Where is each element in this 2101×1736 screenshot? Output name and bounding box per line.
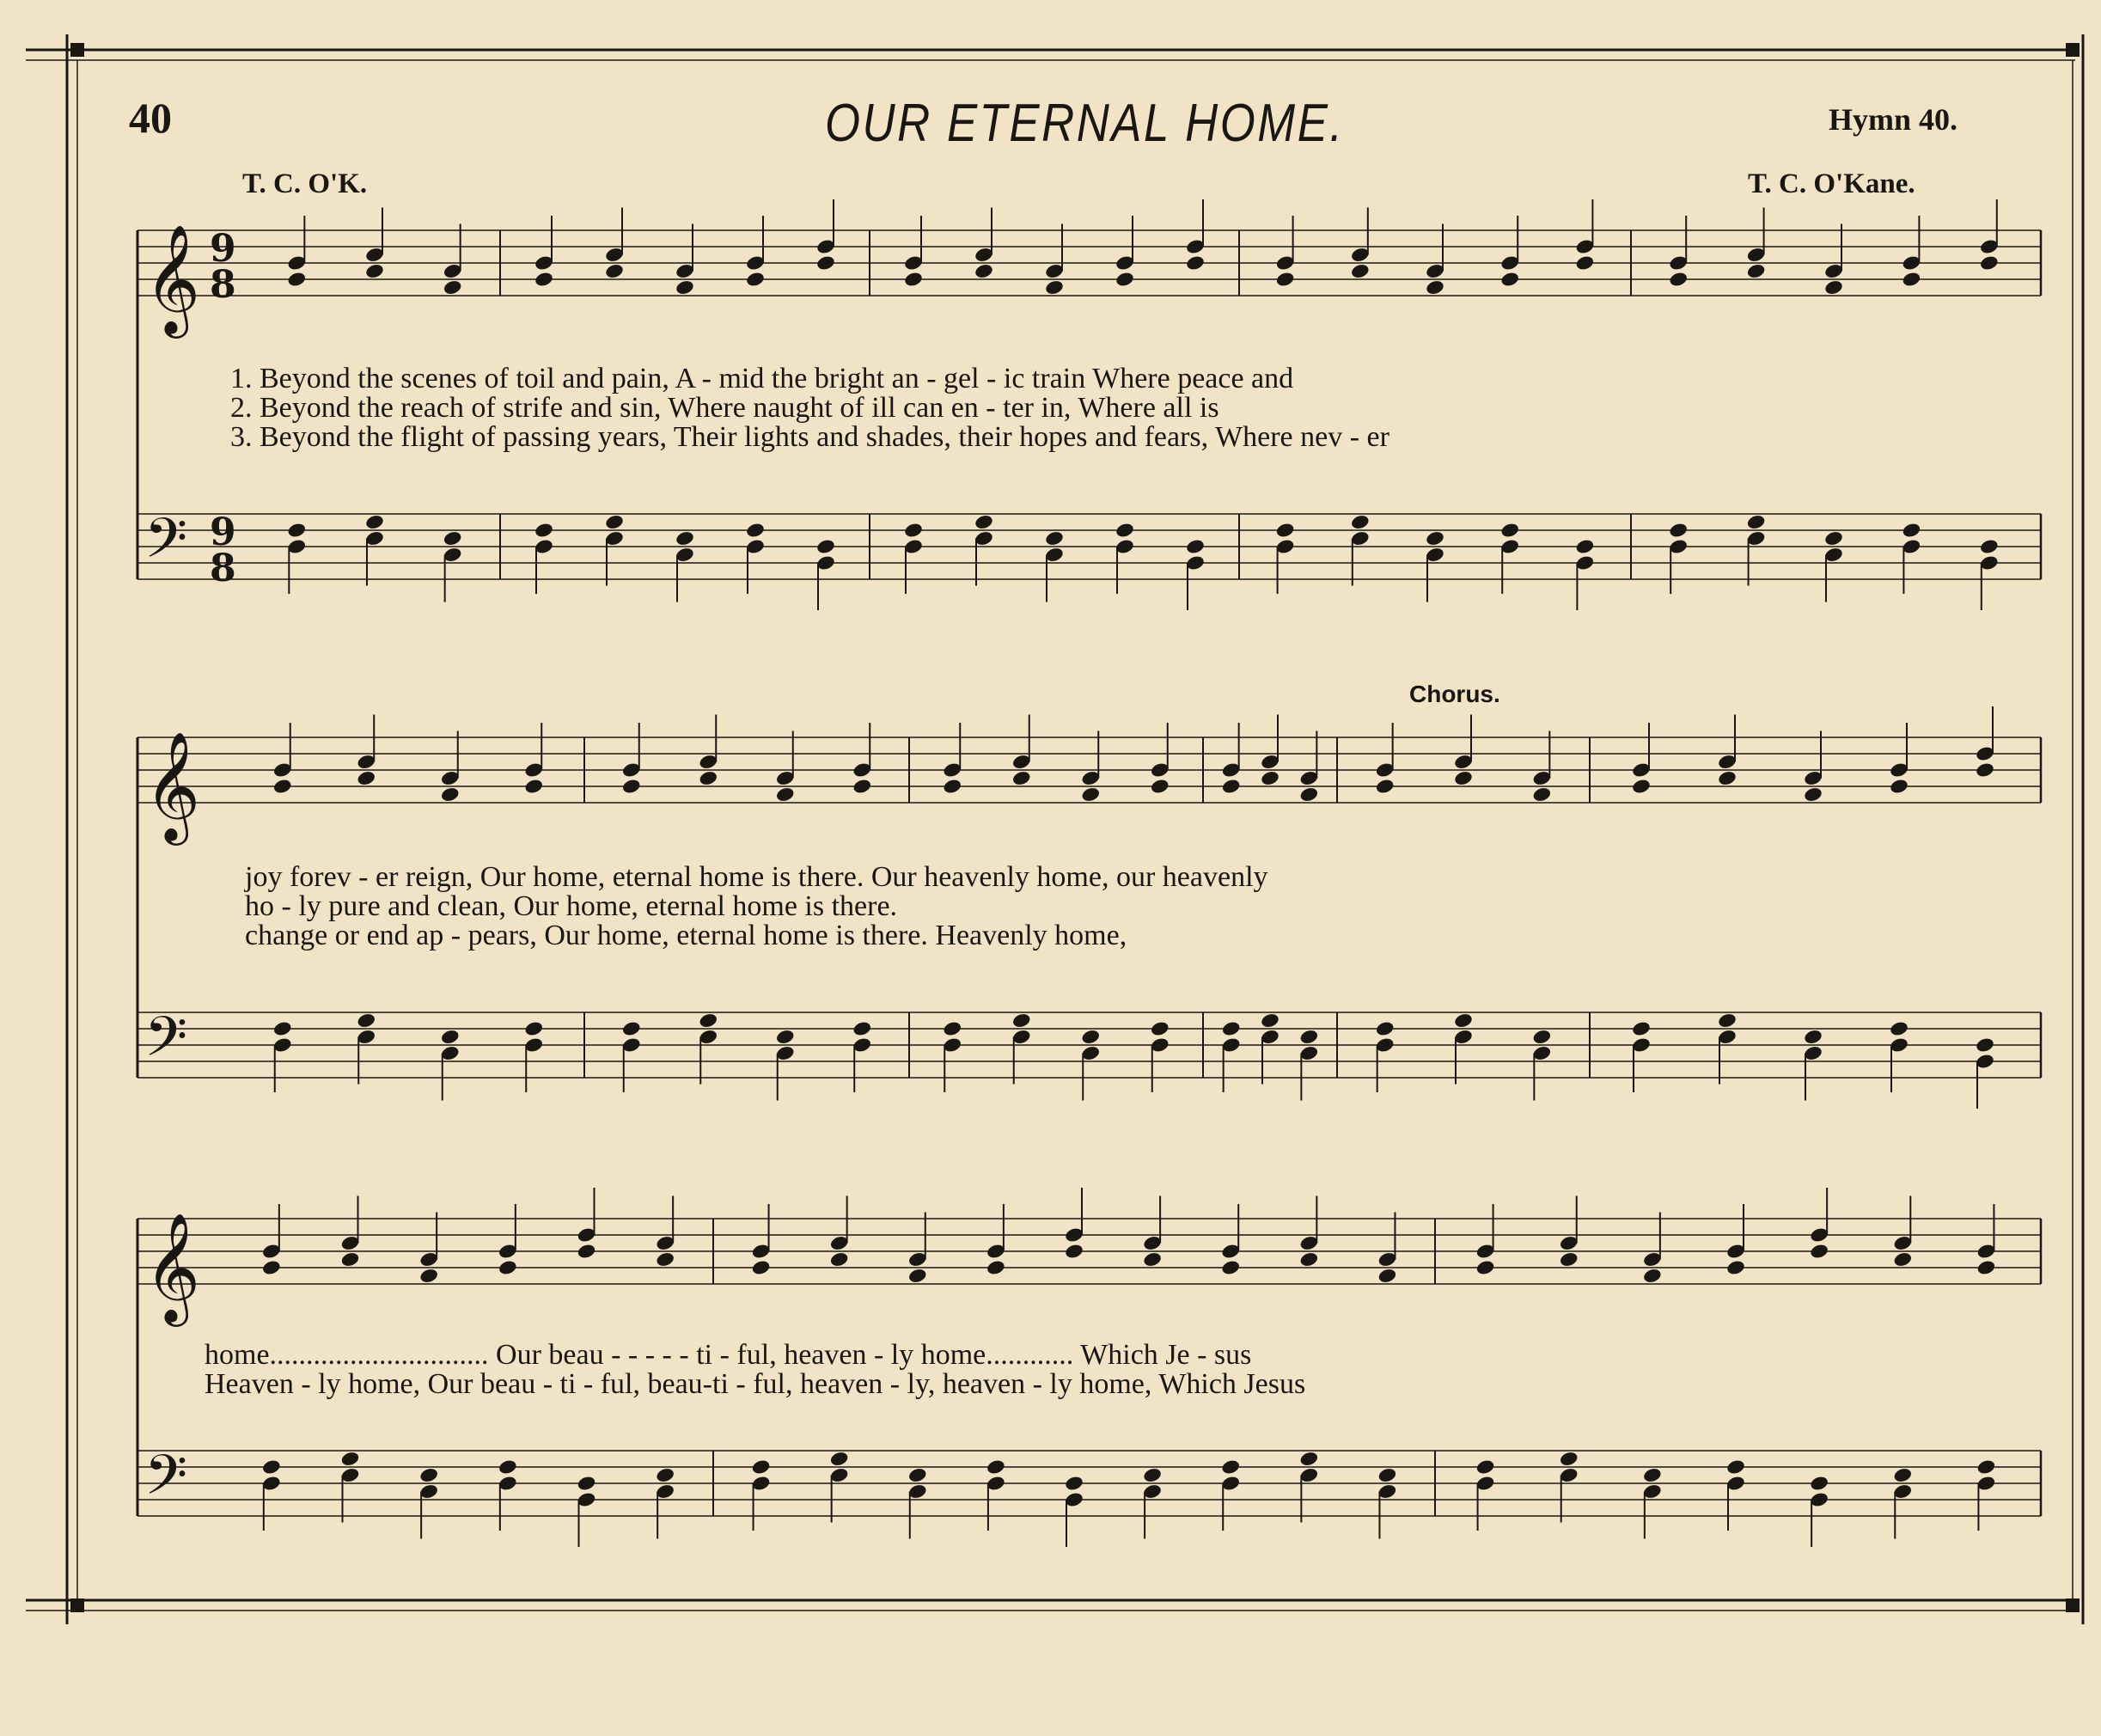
note-head xyxy=(1823,530,1844,547)
note-head xyxy=(675,279,695,296)
note-head xyxy=(1185,254,1206,272)
note-head xyxy=(1902,522,1922,539)
note-head xyxy=(829,1451,850,1468)
time-signature-bottom: 8 xyxy=(210,263,236,307)
note-head xyxy=(1221,1020,1242,1037)
hymn-title: OUR ETERNAL HOME. xyxy=(825,94,1345,153)
note-head xyxy=(1575,254,1596,272)
note-head xyxy=(829,1251,850,1268)
note-head xyxy=(1803,1029,1823,1046)
lyric-line-verse1-b: joy forev - er reign, Our home, eternal home is there. Our heavenly home, our heavenly xyxy=(245,861,1268,893)
treble-clef-icon: 𝄞 xyxy=(144,1212,201,1322)
note-head xyxy=(498,1458,518,1476)
note-head xyxy=(523,1020,544,1037)
hymn-number-label: Hymn 40. xyxy=(1829,102,1958,137)
note-head xyxy=(1892,1467,1913,1484)
note-head xyxy=(1142,1251,1163,1268)
note-head xyxy=(745,271,766,288)
note-head xyxy=(974,514,994,531)
note-head xyxy=(815,254,836,272)
note-head xyxy=(340,1451,361,1468)
note-head xyxy=(534,271,554,288)
treble-clef-icon: 𝄞 xyxy=(144,223,201,333)
note-head xyxy=(440,786,461,804)
treble-clef-icon: 𝄞 xyxy=(144,730,201,840)
note-head xyxy=(1275,522,1296,539)
note-head xyxy=(1150,1020,1170,1037)
border-corner-ornament xyxy=(2066,43,2080,57)
note-head xyxy=(261,1259,282,1276)
note-head xyxy=(1064,1243,1084,1260)
time-signature-bottom: 8 xyxy=(210,547,236,590)
note-head xyxy=(1809,1475,1829,1492)
note-head xyxy=(655,1251,675,1268)
note-head xyxy=(1115,522,1135,539)
note-head xyxy=(1979,254,2000,272)
border-corner-ornament xyxy=(70,43,84,57)
note-head xyxy=(1044,279,1065,296)
note-head xyxy=(1475,1458,1496,1476)
note-head xyxy=(440,1029,461,1046)
note-head xyxy=(1142,1467,1163,1484)
note-head xyxy=(815,538,836,555)
note-head xyxy=(1499,271,1520,288)
note-head xyxy=(1642,1268,1663,1285)
note-head xyxy=(1717,1012,1738,1030)
note-head xyxy=(272,1020,293,1037)
note-head xyxy=(1377,1467,1398,1484)
note-head xyxy=(942,1020,962,1037)
note-head xyxy=(261,1458,282,1476)
note-head xyxy=(356,1012,376,1030)
note-head xyxy=(698,1012,718,1030)
time-signature-top: 9 xyxy=(210,227,236,271)
note-head xyxy=(903,522,924,539)
note-head xyxy=(1375,1020,1396,1037)
note-head xyxy=(775,1029,796,1046)
note-head xyxy=(1809,1243,1829,1260)
note-head xyxy=(340,1251,361,1268)
note-head xyxy=(1631,1020,1652,1037)
border-corner-ornament xyxy=(70,1598,84,1612)
note-head xyxy=(1011,1012,1032,1030)
page-number: 40 xyxy=(129,94,172,142)
note-head xyxy=(621,778,642,795)
note-head xyxy=(1425,530,1445,547)
note-head xyxy=(852,778,872,795)
note-head xyxy=(1150,778,1170,795)
note-head xyxy=(1975,761,1995,779)
note-head xyxy=(1823,279,1844,296)
note-head xyxy=(1299,1451,1320,1468)
note-head xyxy=(1011,770,1032,787)
note-head xyxy=(577,1243,597,1260)
note-head xyxy=(621,1020,642,1037)
lyric-line-verse2-a: 2. Beyond the reach of strife and sin, Where naught of ill can en - ter in, Where all is xyxy=(230,392,1219,424)
note-head xyxy=(1532,786,1553,804)
words-credit: T. C. O'K. xyxy=(242,168,368,199)
note-head xyxy=(523,778,544,795)
note-head xyxy=(1746,263,1767,280)
note-head xyxy=(1803,786,1823,804)
note-head xyxy=(577,1475,597,1492)
note-head xyxy=(974,263,994,280)
note-head xyxy=(942,778,962,795)
note-head xyxy=(745,522,766,539)
note-head xyxy=(1575,538,1596,555)
note-head xyxy=(1892,1251,1913,1268)
note-head xyxy=(698,770,718,787)
note-head xyxy=(907,1467,928,1484)
note-head xyxy=(1746,514,1767,531)
note-head xyxy=(418,1268,439,1285)
note-head xyxy=(1260,770,1280,787)
lyric-line-verse3-b: change or end ap - pears, Our home, eternal home is there. Heavenly home, xyxy=(245,920,1127,951)
note-head xyxy=(986,1458,1006,1476)
note-head xyxy=(751,1259,772,1276)
note-head xyxy=(1080,786,1101,804)
note-head xyxy=(534,522,554,539)
time-signature-top: 9 xyxy=(210,510,236,554)
note-head xyxy=(1080,1029,1101,1046)
border-corner-ornament xyxy=(2066,1598,2080,1612)
note-head xyxy=(1725,1458,1746,1476)
note-head xyxy=(1375,778,1396,795)
note-head xyxy=(287,522,308,539)
note-head xyxy=(1350,514,1371,531)
note-head xyxy=(1453,770,1474,787)
note-head xyxy=(1044,530,1065,547)
note-head xyxy=(1717,770,1738,787)
lyric-line-verse2-b: ho - ly pure and clean, Our home, eternal home is there. xyxy=(245,890,898,922)
note-head xyxy=(1299,1251,1320,1268)
note-head xyxy=(1299,1029,1320,1046)
note-head xyxy=(604,263,625,280)
note-head xyxy=(1559,1251,1579,1268)
note-head xyxy=(1220,1259,1241,1276)
lyric-line-chorus-a: home.............................. Our beau - - - - - ti - ful, heaven - ly home............ Which Je - sus xyxy=(205,1339,1252,1371)
music-credit: T. C. O'Kane. xyxy=(1748,168,1915,199)
note-head xyxy=(287,271,308,288)
note-head xyxy=(903,271,924,288)
note-head xyxy=(1642,1467,1663,1484)
note-head xyxy=(1220,1458,1241,1476)
lyric-line-verse3-a: 3. Beyond the flight of passing years, Their lights and shades, their hopes and fears, Where nev - er xyxy=(230,421,1389,453)
note-head xyxy=(751,1458,772,1476)
note-head xyxy=(1453,1012,1474,1030)
note-head xyxy=(907,1268,928,1285)
lyric-line-verse1-a: 1. Beyond the scenes of toil and pain, A - mid the bright an - gel - ic train Where peace and xyxy=(230,363,1294,394)
note-head xyxy=(418,1467,439,1484)
note-head xyxy=(655,1467,675,1484)
note-head xyxy=(1185,538,1206,555)
note-head xyxy=(1976,1458,1997,1476)
note-head xyxy=(1475,1259,1496,1276)
note-head xyxy=(1115,271,1135,288)
note-head xyxy=(443,530,463,547)
note-head xyxy=(1064,1475,1084,1492)
note-head xyxy=(1559,1451,1579,1468)
note-head xyxy=(1221,778,1242,795)
note-head xyxy=(498,1259,518,1276)
note-head xyxy=(1668,271,1689,288)
note-head xyxy=(1299,786,1320,804)
note-head xyxy=(1425,279,1445,296)
note-head xyxy=(356,770,376,787)
note-head xyxy=(1902,271,1922,288)
note-head xyxy=(1631,778,1652,795)
note-head xyxy=(1976,1259,1997,1276)
note-head xyxy=(675,530,695,547)
note-head xyxy=(852,1020,872,1037)
note-head xyxy=(1532,1029,1553,1046)
note-head xyxy=(1275,271,1296,288)
chorus-label: Chorus. xyxy=(1409,681,1500,707)
note-head xyxy=(775,786,796,804)
note-head xyxy=(364,514,385,531)
note-head xyxy=(272,778,293,795)
note-head xyxy=(1889,1020,1909,1037)
bass-clef-icon: 𝄢 xyxy=(144,1444,188,1521)
lyric-line-chorus-b: Heaven - ly home, Our beau - ti - ful, beau-ti - ful, heaven - ly, heaven - ly home, Which Jesus xyxy=(205,1368,1306,1400)
bass-clef-icon: 𝄢 xyxy=(144,1006,188,1083)
note-head xyxy=(1260,1012,1280,1030)
note-head xyxy=(604,514,625,531)
note-head xyxy=(1975,1036,1995,1054)
note-head xyxy=(1725,1259,1746,1276)
note-head xyxy=(1350,263,1371,280)
note-head xyxy=(1979,538,2000,555)
note-head xyxy=(1889,778,1909,795)
note-head xyxy=(1499,522,1520,539)
note-head xyxy=(364,263,385,280)
bass-clef-icon: 𝄢 xyxy=(144,507,188,584)
note-head xyxy=(986,1259,1006,1276)
note-head xyxy=(1668,522,1689,539)
note-head xyxy=(443,279,463,296)
note-head xyxy=(1377,1268,1398,1285)
